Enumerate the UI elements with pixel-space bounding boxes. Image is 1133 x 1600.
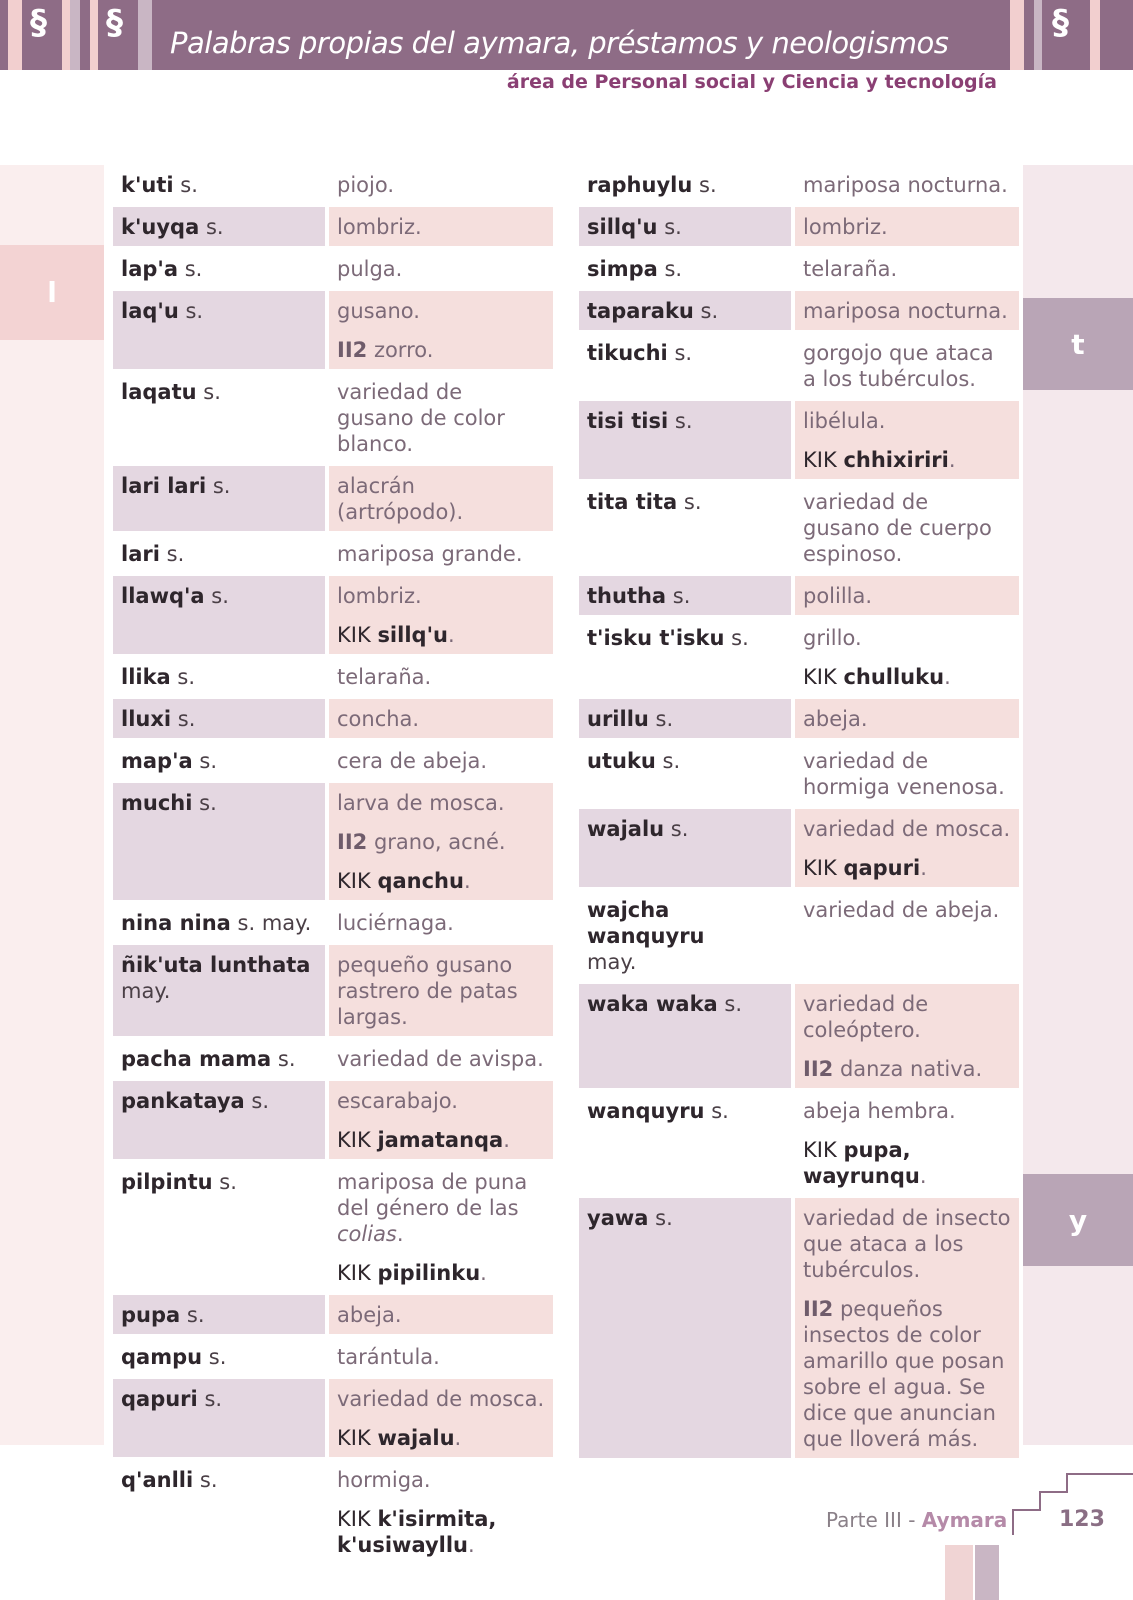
headword: lluxi bbox=[121, 707, 172, 731]
definition-text: variedad de coleóptero. bbox=[803, 992, 929, 1042]
grammar-tag: s. bbox=[711, 1099, 729, 1123]
grammar-tag: s. bbox=[724, 992, 743, 1016]
headword: ñik'uta lunthata bbox=[121, 953, 311, 977]
grammar-tag: s. bbox=[212, 474, 231, 498]
definition-text: gusano. bbox=[337, 299, 420, 323]
grammar-tag: s. bbox=[277, 1047, 296, 1071]
headword: lari bbox=[121, 542, 160, 566]
spiral-ornament-icon: § bbox=[106, 3, 123, 43]
definition-text: . bbox=[503, 1128, 510, 1152]
grammar-tag: s. may. bbox=[237, 911, 312, 935]
cross-reference: chhixiriri bbox=[843, 448, 949, 472]
headword: pupa bbox=[121, 1303, 181, 1327]
headword: llawq'a bbox=[121, 584, 205, 608]
definition-text: abeja. bbox=[803, 707, 868, 731]
definition-text: polilla. bbox=[803, 584, 873, 608]
sense-marker: KIK bbox=[803, 856, 837, 880]
definition-text: mariposa de puna del género de las bbox=[337, 1170, 528, 1220]
definition-text: mariposa nocturna. bbox=[803, 299, 1008, 323]
definition-text: variedad de mosca. bbox=[337, 1387, 545, 1411]
cross-reference: pupa, wayrunqu bbox=[803, 1138, 920, 1188]
definition-text: abeja hembra. bbox=[803, 1099, 956, 1123]
headword: qapuri bbox=[121, 1387, 198, 1411]
grammar-tag: s. bbox=[655, 707, 674, 731]
grammar-tag: s. bbox=[177, 707, 196, 731]
definition-text: . bbox=[396, 1222, 404, 1246]
grammar-tag: s. bbox=[166, 542, 185, 566]
grammar-tag: s. bbox=[699, 173, 717, 197]
grammar-tag: s. bbox=[664, 215, 682, 239]
definition-text: zorro. bbox=[373, 338, 434, 362]
definition-text: grillo. bbox=[803, 626, 862, 650]
headword: k'uyqa bbox=[121, 215, 200, 239]
definition-text: libélula. bbox=[803, 409, 886, 433]
definition-text: variedad de gusano de color blanco. bbox=[337, 380, 505, 456]
page-title: Palabras propias del aymara, préstamos y neologismos bbox=[170, 26, 949, 60]
headword: k'uti bbox=[121, 173, 174, 197]
definition-text: pequeños insectos de color amarillo que posan sobre el agua. Se dice que anuncian que lloverá más. bbox=[803, 1297, 1005, 1451]
definition-text: grano, acné. bbox=[373, 830, 506, 854]
sense-marker: KIK bbox=[337, 1261, 371, 1285]
footer-part-label bbox=[826, 1508, 1007, 1532]
grammar-tag: s. bbox=[683, 490, 702, 514]
definition-text: gorgojo que ataca a los tubérculos. bbox=[803, 341, 994, 391]
grammar-tag: s. bbox=[199, 791, 217, 815]
definition-text: variedad de gusano de cuerpo espinoso. bbox=[803, 490, 992, 566]
grammar-tag: s. bbox=[208, 1345, 227, 1369]
headword: muchi bbox=[121, 791, 193, 815]
headword: pilpintu bbox=[121, 1170, 213, 1194]
definition-text: tarántula. bbox=[337, 1345, 440, 1369]
sense-marker: KIK bbox=[337, 869, 371, 893]
cross-reference: chulluku bbox=[843, 665, 945, 689]
definition-text: telaraña. bbox=[803, 257, 898, 281]
definition-text: variedad de hormiga venenosa. bbox=[803, 749, 1005, 799]
definition-text: lombriz. bbox=[337, 584, 422, 608]
cross-reference: jamatanqa bbox=[377, 1128, 504, 1152]
footer-part: Parte III - bbox=[826, 1508, 922, 1532]
definition-text: variedad de avispa. bbox=[337, 1047, 544, 1071]
grammar-tag: may. bbox=[121, 979, 171, 1003]
headword: yawa bbox=[587, 1206, 649, 1230]
cross-reference: sillq'u bbox=[377, 623, 448, 647]
headword: tikuchi bbox=[587, 341, 668, 365]
headword: wajcha wanquyru bbox=[587, 898, 705, 948]
spiral-ornament-icon: § bbox=[1052, 3, 1069, 43]
definition-text: alacrán (artrópodo). bbox=[337, 474, 464, 524]
headword: tisi tisi bbox=[587, 409, 669, 433]
definition-text: pequeño gusano rastrero de patas largas. bbox=[337, 953, 518, 1029]
page-subtitle: área de Personal social y Ciencia y tecnología bbox=[506, 71, 997, 93]
sense-marker: KIK bbox=[337, 1426, 371, 1450]
headword: thutha bbox=[587, 584, 667, 608]
definition-text: hormiga. bbox=[337, 1468, 431, 1492]
cross-reference: k'isirmita, k'usiwayllu bbox=[337, 1507, 497, 1557]
grammar-tag: s. bbox=[672, 584, 691, 608]
grammar-tag: s. bbox=[199, 749, 217, 773]
sense-marker: KIK bbox=[803, 665, 837, 689]
headword: tita tita bbox=[587, 490, 678, 514]
definition-text: escarabajo. bbox=[337, 1089, 458, 1113]
grammar-tag: s. bbox=[185, 299, 204, 323]
headword: laqatu bbox=[121, 380, 197, 404]
sense-marker: II2 bbox=[337, 338, 368, 362]
grammar-tag: s. bbox=[674, 409, 693, 433]
grammar-tag: s. bbox=[204, 1387, 223, 1411]
definition-text: cera de abeja. bbox=[337, 749, 488, 773]
grammar-tag: s. bbox=[664, 257, 683, 281]
definition-text: . bbox=[919, 1164, 927, 1188]
definition-text: abeja. bbox=[337, 1303, 402, 1327]
definition-text: lombriz. bbox=[337, 215, 422, 239]
grammar-tag: s. bbox=[211, 584, 229, 608]
grammar-tag: s. bbox=[205, 215, 224, 239]
grammar-tag: s. bbox=[177, 665, 196, 689]
sense-marker: II2 bbox=[337, 830, 368, 854]
definition-text: luciérnaga. bbox=[337, 911, 454, 935]
headword: nina nina bbox=[121, 911, 231, 935]
headword: q'anlli bbox=[121, 1468, 194, 1492]
section-tab-y: y bbox=[1023, 1174, 1133, 1266]
section-tab-t: t bbox=[1023, 298, 1133, 390]
grammar-tag: s. bbox=[184, 257, 203, 281]
headword: lap'a bbox=[121, 257, 179, 281]
definition-text: . bbox=[480, 1261, 487, 1285]
headword: simpa bbox=[587, 257, 658, 281]
headword: utuku bbox=[587, 749, 656, 773]
headword: qampu bbox=[121, 1345, 203, 1369]
definition-text: mariposa nocturna. bbox=[803, 173, 1008, 197]
grammar-tag: s. bbox=[674, 341, 693, 365]
definition-text: lombriz. bbox=[803, 215, 888, 239]
headword: raphuylu bbox=[587, 173, 693, 197]
sense-marker: KIK bbox=[803, 448, 837, 472]
headword: waka waka bbox=[587, 992, 718, 1016]
definition-text: variedad de abeja. bbox=[803, 898, 1000, 922]
grammar-tag: s. bbox=[219, 1170, 237, 1194]
footer-bar bbox=[945, 1545, 973, 1600]
cross-reference: wajalu bbox=[377, 1426, 455, 1450]
definition-text: larva de mosca. bbox=[337, 791, 505, 815]
grammar-tag: s. bbox=[199, 1468, 218, 1492]
definition-text: pulga. bbox=[337, 257, 403, 281]
headword: lari lari bbox=[121, 474, 207, 498]
grammar-tag: s. bbox=[203, 380, 221, 404]
grammar-tag: may. bbox=[587, 950, 637, 974]
grammar-tag: s. bbox=[180, 173, 198, 197]
footer-language: Aymara bbox=[921, 1508, 1008, 1532]
grammar-tag: s. bbox=[670, 817, 689, 841]
definition-text: mariposa grande. bbox=[337, 542, 523, 566]
headword: pacha mama bbox=[121, 1047, 272, 1071]
page-number: 123 bbox=[1059, 1507, 1105, 1532]
headword: taparaku bbox=[587, 299, 694, 323]
headword: llika bbox=[121, 665, 171, 689]
definition-text: . bbox=[948, 448, 956, 472]
headword: t'isku t'isku bbox=[587, 626, 725, 650]
definition-text: variedad de mosca. bbox=[803, 817, 1011, 841]
definition-text: . bbox=[468, 1533, 475, 1557]
definition-text: variedad de insecto que ataca a los tubérculos. bbox=[803, 1206, 1011, 1282]
sense-marker: KIK bbox=[337, 1507, 371, 1531]
definition-text: . bbox=[944, 665, 951, 689]
sense-marker: II2 bbox=[803, 1297, 834, 1321]
headword: urillu bbox=[587, 707, 649, 731]
scientific-name: colias bbox=[337, 1222, 397, 1246]
grammar-tag: s. bbox=[655, 1206, 673, 1230]
sense-marker: KIK bbox=[803, 1138, 837, 1162]
cross-reference: pipilinku bbox=[377, 1261, 481, 1285]
grammar-tag: s. bbox=[186, 1303, 205, 1327]
headword: wanquyru bbox=[587, 1099, 705, 1123]
headword: sillq'u bbox=[587, 215, 658, 239]
definition-text: . bbox=[447, 623, 455, 647]
headword: map'a bbox=[121, 749, 193, 773]
headword: wajalu bbox=[587, 817, 665, 841]
sense-marker: II2 bbox=[803, 1057, 834, 1081]
definition-text: . bbox=[454, 1426, 462, 1450]
grammar-tag: s. bbox=[662, 749, 681, 773]
definition-text: . bbox=[463, 869, 471, 893]
section-tab-l: l bbox=[0, 245, 104, 340]
cross-reference: qanchu bbox=[377, 869, 464, 893]
headword: pankataya bbox=[121, 1089, 245, 1113]
definition-text: . bbox=[920, 856, 927, 880]
definition-text: danza nativa. bbox=[839, 1057, 983, 1081]
grammar-tag: s. bbox=[731, 626, 749, 650]
definition-text: piojo. bbox=[337, 173, 395, 197]
grammar-tag: s. bbox=[700, 299, 719, 323]
definition-text: telaraña. bbox=[337, 665, 432, 689]
cross-reference: qapuri bbox=[843, 856, 921, 880]
sense-marker: KIK bbox=[337, 623, 371, 647]
sense-marker: KIK bbox=[337, 1128, 371, 1152]
spiral-ornament-icon: § bbox=[30, 3, 47, 43]
definition-text: concha. bbox=[337, 707, 420, 731]
footer-bar bbox=[975, 1545, 999, 1600]
headword: laq'u bbox=[121, 299, 179, 323]
grammar-tag: s. bbox=[251, 1089, 270, 1113]
